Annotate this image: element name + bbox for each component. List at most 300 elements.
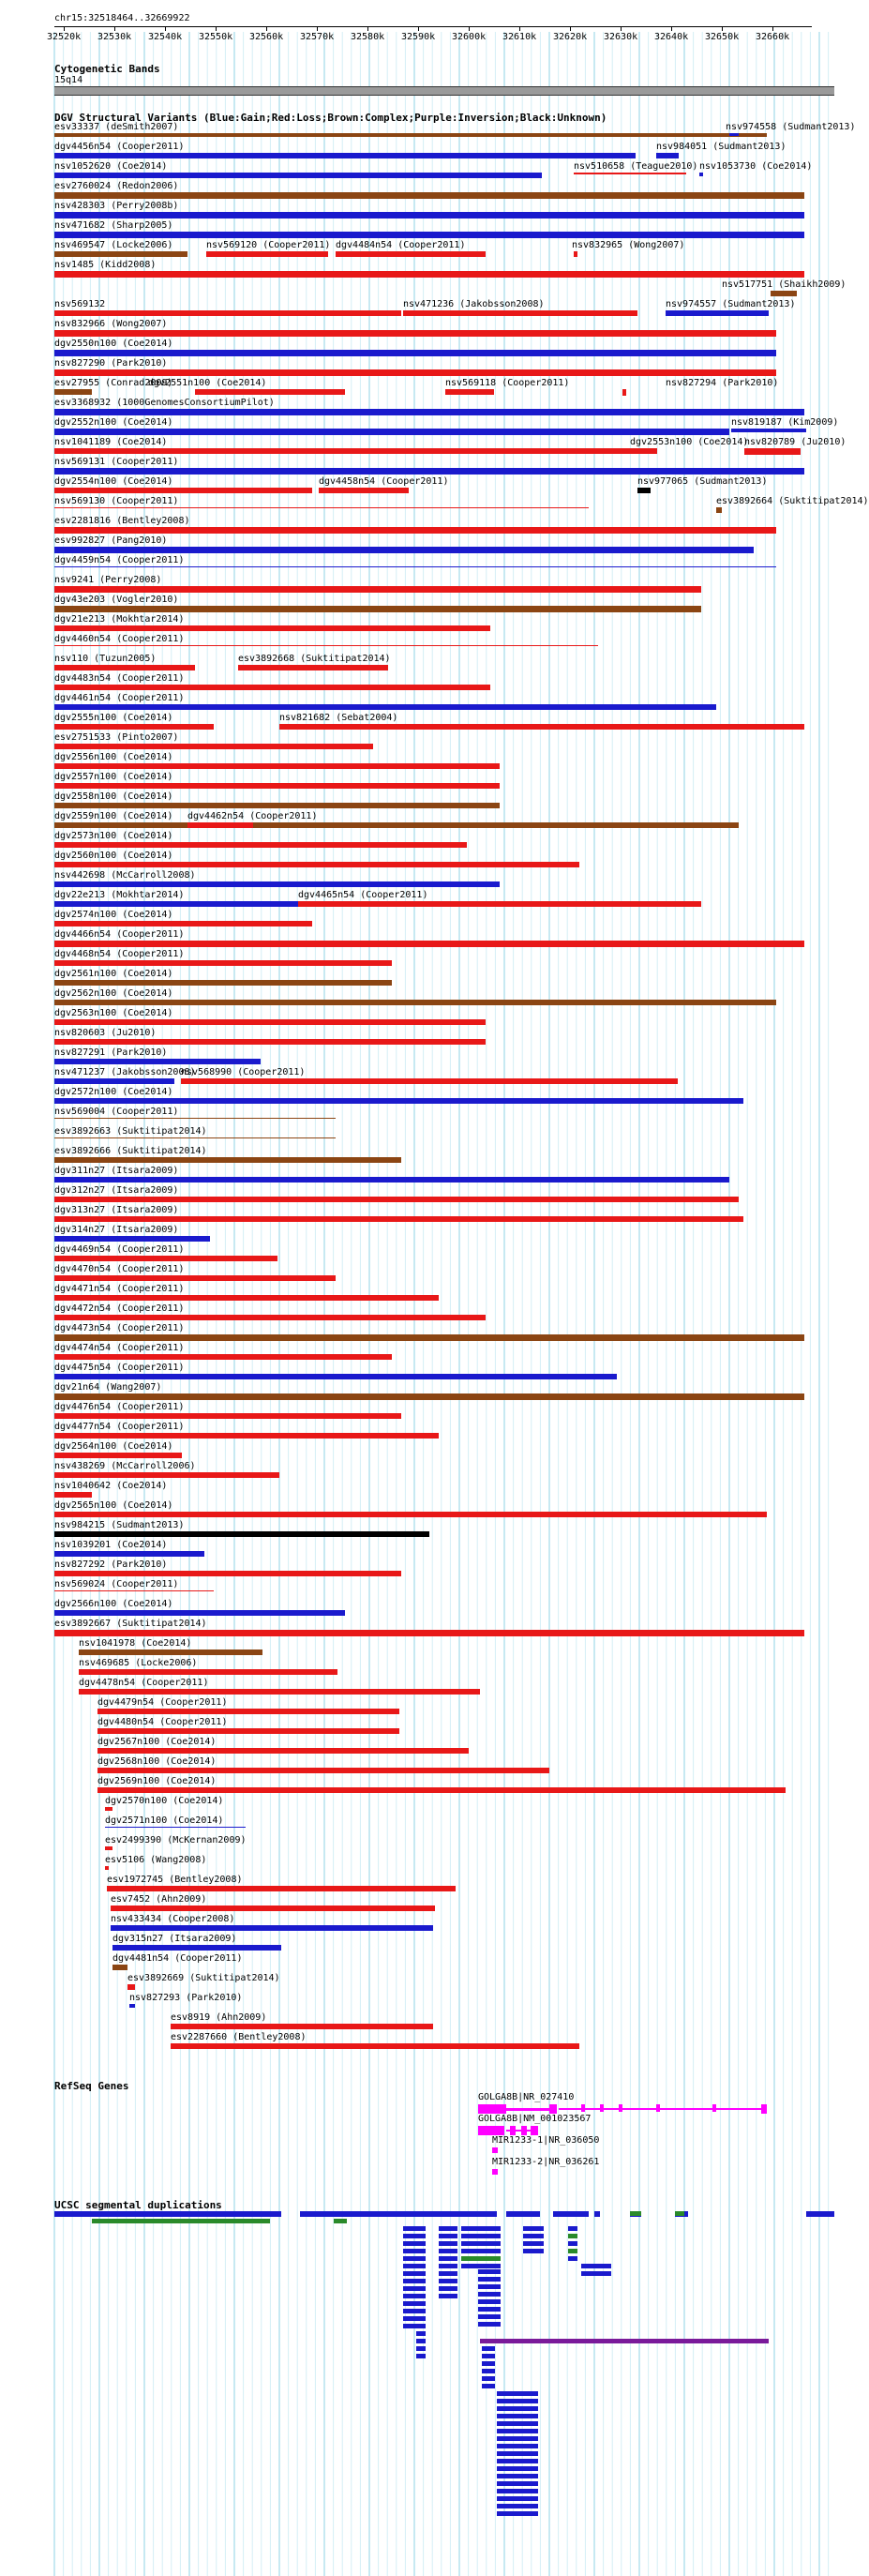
variant-label-dgv21n64[interactable]: dgv21n64 (Wang2007) [54, 1382, 162, 1393]
variant-bar-nsv827293[interactable] [129, 2004, 135, 2008]
variant-bar-dgv21e213[interactable] [54, 625, 490, 631]
variant-bar-nsv510658[interactable] [574, 173, 686, 174]
variant-bar-dgv4458n54[interactable] [319, 488, 409, 493]
segdup-block[interactable] [497, 2466, 538, 2471]
variant-label-dgv4478n54[interactable]: dgv4478n54 (Cooper2011) [79, 1678, 209, 1688]
variant-bar-nsv9241[interactable] [54, 586, 701, 593]
variant-label-nsv1040642[interactable]: nsv1040642 (Coe2014) [54, 1481, 168, 1491]
variant-label-nsv438269[interactable]: nsv438269 (McCarroll2006) [54, 1461, 196, 1471]
variant-label-dgv313n27[interactable]: dgv313n27 (Itsara2009) [54, 1205, 179, 1215]
variant-bar-nsv569004[interactable] [54, 1118, 336, 1119]
segdup-block[interactable] [300, 2211, 497, 2217]
variant-bar-dgv4459n54[interactable] [54, 566, 776, 567]
variant-label-dgv22e213[interactable]: dgv22e213 (Mokhtar2014) [54, 890, 185, 900]
variant-label-dgv2554n100[interactable]: dgv2554n100 (Coe2014) [54, 476, 173, 487]
variant-label-dgv4466n54[interactable]: dgv4466n54 (Cooper2011) [54, 929, 185, 940]
variant-bar-nsv974557[interactable] [666, 310, 769, 316]
variant-label-dgv2573n100[interactable]: dgv2573n100 (Coe2014) [54, 831, 173, 841]
gene-exon[interactable] [581, 2104, 585, 2112]
segdup-block[interactable] [478, 2299, 501, 2304]
variant-bar-esv2281816[interactable] [54, 527, 776, 534]
variant-label-dgv43e203[interactable]: dgv43e203 (Vogler2010) [54, 595, 179, 605]
variant-bar-nsv1485[interactable] [54, 271, 804, 278]
variant-label-dgv2557n100[interactable]: dgv2557n100 (Coe2014) [54, 772, 173, 782]
variant-bar-dgv2572n100[interactable] [54, 1098, 743, 1104]
variant-label-dgv4460n54[interactable]: dgv4460n54 (Cooper2011) [54, 634, 185, 644]
segdup-block[interactable] [439, 2271, 457, 2276]
mir-exon[interactable] [492, 2147, 498, 2153]
variant-label-nsv1053730[interactable]: nsv1053730 (Coe2014) [699, 161, 813, 172]
variant-bar-dgv4456n54[interactable] [54, 153, 636, 158]
variant-label-dgv2550n100[interactable]: dgv2550n100 (Coe2014) [54, 339, 173, 349]
variant-label-nsv984215[interactable]: nsv984215 (Sudmant2013) [54, 1520, 185, 1530]
variant-label-nsv569120[interactable]: nsv569120 (Cooper2011) [206, 240, 331, 250]
variant-bar-dgv2567n100[interactable] [97, 1748, 469, 1754]
variant-bar-nsv569024[interactable] [54, 1590, 214, 1591]
segdup-block[interactable] [416, 2339, 426, 2343]
variant-label-esv3368932[interactable]: esv3368932 (1000GenomesConsortiumPilot) [54, 398, 275, 408]
segdup-block[interactable] [497, 2421, 538, 2426]
variant-bar-nsv832966[interactable] [54, 330, 776, 337]
variant-bar-dgv2559n100[interactable] [54, 822, 739, 828]
segdup-block[interactable] [482, 2369, 495, 2373]
variant-bar-dgv2565n100[interactable] [54, 1512, 767, 1517]
variant-bar-dgv312n27[interactable] [54, 1197, 739, 1202]
segdup-block[interactable] [439, 2294, 457, 2298]
variant-label-dgv21e213[interactable]: dgv21e213 (Mokhtar2014) [54, 614, 185, 625]
variant-bar-nsv569118[interactable] [445, 389, 494, 395]
variant-bar-dgv4468n54[interactable] [54, 960, 392, 966]
variant-label-dgv2561n100[interactable]: dgv2561n100 (Coe2014) [54, 969, 173, 979]
refseq-track-title[interactable]: RefSeq Genes [54, 2080, 129, 2092]
variant-bar-nsv977065[interactable] [637, 488, 651, 493]
variant-bar-dgv314n27[interactable] [54, 1236, 210, 1242]
variant-label-dgv2566n100[interactable]: dgv2566n100 (Coe2014) [54, 1599, 173, 1609]
variant-bar-nsv471237[interactable] [54, 1078, 174, 1084]
variant-bar-nsv569130[interactable] [54, 507, 589, 508]
variant-bar-dgv2561n100[interactable] [54, 980, 392, 986]
variant-bar-nsv827294[interactable] [622, 389, 626, 396]
mir-exon[interactable] [492, 2169, 498, 2175]
variant-label-nsv1041189[interactable]: nsv1041189 (Coe2014) [54, 437, 168, 447]
variant-label-nsv442698[interactable]: nsv442698 (McCarroll2008) [54, 870, 196, 881]
variant-label-dgv4458n54[interactable]: dgv4458n54 (Cooper2011) [319, 476, 449, 487]
segdup-block[interactable] [461, 2241, 501, 2246]
variant-label-dgv4483n54[interactable]: dgv4483n54 (Cooper2011) [54, 673, 185, 684]
variant-label-dgv4468n54[interactable]: dgv4468n54 (Cooper2011) [54, 949, 185, 959]
segdup-block-green[interactable] [461, 2256, 501, 2261]
segdup-block[interactable] [568, 2241, 577, 2246]
dgv-track-title[interactable]: DGV Structural Variants (Blue:Gain;Red:Loss;Brown:Complex;Purple:Inversion;Black:Unknown) [54, 112, 607, 124]
gene-exon[interactable] [478, 2104, 506, 2114]
variant-bar-nsv827291[interactable] [54, 1059, 261, 1064]
cytoband-track-title[interactable]: Cytogenetic Bands [54, 63, 160, 75]
variant-label-nsv469685[interactable]: nsv469685 (Locke2006) [79, 1658, 198, 1668]
variant-label-nsv471237[interactable]: nsv471237 (Jakobsson2008) [54, 1067, 196, 1077]
variant-bar-dgv21n64[interactable] [54, 1393, 804, 1400]
variant-bar-dgv4478n54[interactable] [79, 1689, 480, 1695]
variant-bar-dgv4474n54[interactable] [54, 1354, 392, 1360]
variant-label-dgv311n27[interactable]: dgv311n27 (Itsara2009) [54, 1166, 179, 1176]
variant-bar-esv3892663[interactable] [54, 1137, 336, 1138]
variant-label-nsv517751[interactable]: nsv517751 (Shaikh2009) [722, 279, 847, 290]
segdup-block[interactable] [461, 2226, 501, 2231]
segdup-block[interactable] [581, 2264, 611, 2268]
gene-intron[interactable] [506, 2108, 549, 2111]
variant-bar-nsv820603[interactable] [54, 1039, 486, 1045]
variant-bar-dgv311n27[interactable] [54, 1177, 729, 1183]
variant-label-dgv4462n54[interactable]: dgv4462n54 (Cooper2011) [187, 811, 318, 821]
segdup-block[interactable] [478, 2277, 501, 2282]
variant-bar-dgv2555n100[interactable] [54, 724, 214, 730]
gene-label-mir1233-1[interactable]: MIR1233-1|NR_036050 [492, 2135, 600, 2146]
variant-label-dgv4476n54[interactable]: dgv4476n54 (Cooper2011) [54, 1402, 185, 1412]
variant-label-esv2760024[interactable]: esv2760024 (Redon2006) [54, 181, 179, 191]
gene-exon[interactable] [600, 2104, 604, 2112]
variant-label-nsv832966[interactable]: nsv832966 (Wong2007) [54, 319, 168, 329]
variant-label-dgv2552n100[interactable]: dgv2552n100 (Coe2014) [54, 417, 173, 428]
variant-label-dgv4477n54[interactable]: dgv4477n54 (Cooper2011) [54, 1422, 185, 1432]
variant-bar-esv2499390[interactable] [105, 1846, 112, 1850]
variant-bar-nsv819187[interactable] [731, 429, 806, 432]
gene-exon[interactable] [761, 2104, 767, 2114]
variant-label-dgv4479n54[interactable]: dgv4479n54 (Cooper2011) [97, 1697, 228, 1708]
variant-bar-nsv974558[interactable] [729, 133, 739, 136]
variant-label-dgv2574n100[interactable]: dgv2574n100 (Coe2014) [54, 910, 173, 920]
variant-bar-dgv2568n100[interactable] [97, 1768, 549, 1773]
variant-bar-dgv2569n100[interactable] [97, 1787, 786, 1793]
variant-bar-dgv4465n54[interactable] [298, 901, 701, 907]
variant-label-esv3892669[interactable]: esv3892669 (Suktitipat2014) [127, 1973, 280, 1983]
variant-label-dgv4475n54[interactable]: dgv4475n54 (Cooper2011) [54, 1363, 185, 1373]
segdup-block[interactable] [403, 2249, 426, 2253]
segdup-block[interactable] [568, 2226, 577, 2231]
variant-label-dgv4474n54[interactable]: dgv4474n54 (Cooper2011) [54, 1343, 185, 1353]
variant-bar-nsv832965[interactable] [574, 251, 577, 257]
variant-bar-esv3892664[interactable] [716, 507, 722, 513]
variant-label-nsv1039201[interactable]: nsv1039201 (Coe2014) [54, 1540, 168, 1550]
segdup-block[interactable] [403, 2279, 426, 2283]
variant-label-esv1972745[interactable]: esv1972745 (Bentley2008) [107, 1875, 243, 1885]
variant-label-dgv2572n100[interactable]: dgv2572n100 (Coe2014) [54, 1087, 173, 1097]
gene-exon[interactable] [521, 2126, 527, 2135]
variant-label-nsv569118[interactable]: nsv569118 (Cooper2011) [445, 378, 570, 388]
gene-label-golga8b[interactable]: GOLGA8B|NR_027410 [478, 2092, 575, 2102]
variant-bar-esv8919[interactable] [171, 2024, 433, 2029]
variant-bar-esv33337[interactable] [54, 133, 767, 137]
segdup-block[interactable] [523, 2234, 544, 2238]
variant-bar-dgv2554n100[interactable] [54, 488, 312, 493]
segdup-block[interactable] [439, 2234, 457, 2238]
segdup-block[interactable] [403, 2271, 426, 2276]
variant-bar-dgv4462n54[interactable] [187, 822, 253, 828]
variant-bar-dgv2556n100[interactable] [54, 763, 500, 769]
segdup-block[interactable] [403, 2256, 426, 2261]
variant-label-esv2499390[interactable]: esv2499390 (McKernan2009) [105, 1835, 247, 1845]
segdup-track-title[interactable]: UCSC segmental duplications [54, 2199, 222, 2211]
variant-label-dgv4480n54[interactable]: dgv4480n54 (Cooper2011) [97, 1717, 228, 1727]
variant-label-nsv1041978[interactable]: nsv1041978 (Coe2014) [79, 1638, 192, 1649]
variant-label-dgv4473n54[interactable]: dgv4473n54 (Cooper2011) [54, 1323, 185, 1333]
variant-bar-dgv4480n54[interactable] [97, 1728, 399, 1734]
gene-exon[interactable] [478, 2126, 504, 2135]
variant-label-dgv4465n54[interactable]: dgv4465n54 (Cooper2011) [298, 890, 428, 900]
variant-label-esv3892663[interactable]: esv3892663 (Suktitipat2014) [54, 1126, 207, 1137]
segdup-block[interactable] [523, 2226, 544, 2231]
variant-bar-dgv313n27[interactable] [54, 1216, 743, 1222]
variant-bar-dgv4470n54[interactable] [54, 1275, 336, 1281]
segdup-block[interactable] [416, 2354, 426, 2358]
variant-label-nsv569130[interactable]: nsv569130 (Cooper2011) [54, 496, 179, 506]
variant-label-nsv832965[interactable]: nsv832965 (Wong2007) [572, 240, 685, 250]
variant-bar-nsv1052620[interactable] [54, 173, 542, 178]
segdup-block[interactable] [497, 2399, 538, 2403]
variant-label-dgv2553n100[interactable]: dgv2553n100 (Coe2014) [630, 437, 749, 447]
variant-bar-esv3892668[interactable] [238, 665, 388, 670]
variant-bar-esv7452[interactable] [111, 1906, 435, 1911]
variant-bar-esv3892669[interactable] [127, 1984, 135, 1990]
variant-label-dgv2571n100[interactable]: dgv2571n100 (Coe2014) [105, 1815, 224, 1826]
segdup-block[interactable] [497, 2511, 538, 2516]
variant-bar-esv2760024[interactable] [54, 192, 804, 199]
variant-bar-esv5106[interactable] [105, 1866, 109, 1870]
segdup-block[interactable] [506, 2211, 540, 2217]
variant-label-dgv2556n100[interactable]: dgv2556n100 (Coe2014) [54, 752, 173, 762]
variant-bar-nsv1039201[interactable] [54, 1551, 204, 1557]
variant-label-dgv315n27[interactable]: dgv315n27 (Itsara2009) [112, 1934, 237, 1944]
variant-bar-nsv984215[interactable] [54, 1531, 429, 1537]
variant-label-dgv2563n100[interactable]: dgv2563n100 (Coe2014) [54, 1008, 173, 1018]
variant-label-nsv1485[interactable]: nsv1485 (Kidd2008) [54, 260, 157, 270]
segdup-block[interactable] [478, 2307, 501, 2312]
variant-bar-dgv2563n100[interactable] [54, 1019, 486, 1025]
variant-bar-nsv471682[interactable] [54, 232, 804, 238]
variant-label-esv5106[interactable]: esv5106 (Wang2008) [105, 1855, 207, 1865]
variant-label-esv33337[interactable]: esv33337 (deSmith2007) [54, 122, 179, 132]
variant-bar-dgv2551n100[interactable] [195, 389, 345, 395]
variant-bar-nsv438269[interactable] [54, 1472, 279, 1478]
variant-bar-nsv569132[interactable] [54, 310, 401, 316]
variant-label-nsv469547[interactable]: nsv469547 (Locke2006) [54, 240, 173, 250]
segdup-block[interactable] [497, 2436, 538, 2441]
segdup-block[interactable] [523, 2241, 544, 2246]
variant-bar-dgv2564n100[interactable] [54, 1453, 182, 1458]
variant-label-nsv827294[interactable]: nsv827294 (Park2010) [666, 378, 779, 388]
segdup-block[interactable] [497, 2414, 538, 2418]
variant-label-nsv827290[interactable]: nsv827290 (Park2010) [54, 358, 168, 369]
variant-bar-nsv469547[interactable] [54, 251, 187, 257]
variant-bar-dgv2571n100[interactable] [105, 1827, 246, 1828]
gene-label-golga8b[interactable]: GOLGA8B|NM_001023567 [478, 2114, 592, 2124]
variant-label-esv3892666[interactable]: esv3892666 (Suktitipat2014) [54, 1146, 207, 1156]
segdup-block[interactable] [461, 2249, 501, 2253]
variant-label-dgv4456n54[interactable]: dgv4456n54 (Cooper2011) [54, 142, 185, 152]
variant-label-nsv820603[interactable]: nsv820603 (Ju2010) [54, 1028, 157, 1038]
variant-bar-nsv821682[interactable] [279, 724, 804, 730]
segdup-block[interactable] [482, 2376, 495, 2381]
segdup-block[interactable] [581, 2211, 589, 2217]
variant-label-nsv819187[interactable]: nsv819187 (Kim2009) [731, 417, 839, 428]
segdup-block[interactable] [482, 2361, 495, 2366]
gene-intron[interactable] [559, 2108, 765, 2110]
variant-label-nsv433434[interactable]: nsv433434 (Cooper2008) [111, 1914, 235, 1924]
variant-label-esv8919[interactable]: esv8919 (Ahn2009) [171, 2012, 267, 2023]
variant-bar-esv3892666[interactable] [54, 1157, 401, 1163]
variant-bar-dgv4461n54[interactable] [54, 704, 716, 710]
variant-label-esv3892667[interactable]: esv3892667 (Suktitipat2014) [54, 1619, 207, 1629]
variant-label-dgv2564n100[interactable]: dgv2564n100 (Coe2014) [54, 1441, 173, 1452]
variant-label-dgv2559n100[interactable]: dgv2559n100 (Coe2014) [54, 811, 173, 821]
variant-bar-nsv433434[interactable] [111, 1925, 433, 1931]
variant-bar-dgv4483n54[interactable] [54, 685, 490, 690]
variant-bar-nsv442698[interactable] [54, 881, 500, 887]
segdup-block[interactable] [54, 2211, 281, 2217]
segdup-block[interactable] [439, 2241, 457, 2246]
variant-bar-dgv4460n54[interactable] [54, 645, 598, 646]
variant-label-nsv471682[interactable]: nsv471682 (Sharp2005) [54, 220, 173, 231]
segdup-block[interactable] [478, 2322, 501, 2327]
segdup-block[interactable] [439, 2226, 457, 2231]
segdup-block[interactable] [497, 2481, 538, 2486]
segdup-block[interactable] [403, 2301, 426, 2306]
segdup-block[interactable] [497, 2489, 538, 2493]
segdup-block[interactable] [806, 2211, 834, 2217]
segdup-block[interactable] [482, 2354, 495, 2358]
variant-label-dgv2558n100[interactable]: dgv2558n100 (Coe2014) [54, 791, 173, 802]
variant-bar-dgv2566n100[interactable] [54, 1610, 345, 1616]
variant-bar-nsv820789[interactable] [744, 448, 801, 455]
segdup-block[interactable] [416, 2346, 426, 2351]
variant-bar-nsv568990[interactable] [181, 1078, 678, 1084]
segdup-block[interactable] [403, 2316, 426, 2321]
variant-bar-dgv4479n54[interactable] [97, 1709, 399, 1714]
variant-label-dgv4461n54[interactable]: dgv4461n54 (Cooper2011) [54, 693, 185, 703]
variant-label-dgv4481n54[interactable]: dgv4481n54 (Cooper2011) [112, 1953, 243, 1964]
variant-label-dgv314n27[interactable]: dgv314n27 (Itsara2009) [54, 1225, 179, 1235]
variant-bar-dgv2570n100[interactable] [105, 1807, 112, 1811]
variant-bar-dgv2573n100[interactable] [54, 842, 467, 848]
variant-bar-dgv2560n100[interactable] [54, 862, 579, 867]
segdup-block[interactable] [497, 2451, 538, 2456]
gene-exon[interactable] [712, 2104, 716, 2112]
variant-label-dgv2569n100[interactable]: dgv2569n100 (Coe2014) [97, 1776, 217, 1786]
segdup-block[interactable] [403, 2294, 426, 2298]
segdup-block[interactable] [497, 2496, 538, 2501]
segdup-block[interactable] [478, 2269, 501, 2274]
segdup-block[interactable] [461, 2264, 501, 2268]
variant-bar-dgv2557n100[interactable] [54, 783, 500, 789]
variant-label-esv992827[interactable]: esv992827 (Pang2010) [54, 535, 168, 546]
variant-label-dgv2555n100[interactable]: dgv2555n100 (Coe2014) [54, 713, 173, 723]
variant-label-nsv569131[interactable]: nsv569131 (Cooper2011) [54, 457, 179, 467]
segdup-block[interactable] [478, 2284, 501, 2289]
variant-label-nsv827293[interactable]: nsv827293 (Park2010) [129, 1993, 243, 2003]
segdup-block[interactable] [478, 2292, 501, 2297]
variant-bar-nsv827292[interactable] [54, 1571, 401, 1576]
segdup-block[interactable] [403, 2264, 426, 2268]
variant-bar-dgv4484n54[interactable] [336, 251, 486, 257]
variant-label-dgv4484n54[interactable]: dgv4484n54 (Cooper2011) [336, 240, 466, 250]
gene-exon[interactable] [619, 2104, 622, 2112]
variant-label-nsv110[interactable]: nsv110 (Tuzun2005) [54, 654, 157, 664]
variant-bar-dgv4477n54[interactable] [54, 1433, 439, 1439]
variant-bar-esv992827[interactable] [54, 547, 754, 553]
segdup-block-green[interactable] [568, 2234, 577, 2238]
variant-bar-nsv1040642[interactable] [54, 1492, 92, 1498]
variant-label-nsv1052620[interactable]: nsv1052620 (Coe2014) [54, 161, 168, 172]
variant-bar-dgv43e203[interactable] [54, 606, 701, 612]
variant-label-dgv2565n100[interactable]: dgv2565n100 (Coe2014) [54, 1500, 173, 1511]
variant-label-dgv4471n54[interactable]: dgv4471n54 (Cooper2011) [54, 1284, 185, 1294]
variant-bar-dgv4475n54[interactable] [54, 1374, 617, 1379]
gene-exon[interactable] [656, 2104, 660, 2112]
segdup-block[interactable] [403, 2234, 426, 2238]
segdup-block[interactable] [497, 2429, 538, 2433]
variant-bar-dgv4476n54[interactable] [54, 1413, 401, 1419]
segdup-block[interactable] [482, 2384, 495, 2388]
variant-label-dgv4472n54[interactable]: dgv4472n54 (Cooper2011) [54, 1303, 185, 1314]
segdup-block[interactable] [497, 2504, 538, 2508]
variant-label-esv3892668[interactable]: esv3892668 (Suktitipat2014) [238, 654, 391, 664]
variant-label-nsv820789[interactable]: nsv820789 (Ju2010) [744, 437, 847, 447]
variant-bar-nsv827290[interactable] [54, 369, 776, 376]
variant-label-dgv2551n100[interactable]: dgv2551n100 (Coe2014) [148, 378, 267, 388]
variant-bar-dgv4473n54[interactable] [54, 1334, 804, 1341]
variant-label-dgv2562n100[interactable]: dgv2562n100 (Coe2014) [54, 988, 173, 999]
variant-label-dgv2567n100[interactable]: dgv2567n100 (Coe2014) [97, 1737, 217, 1747]
segdup-block[interactable] [568, 2256, 577, 2261]
variant-bar-dgv2558n100[interactable] [54, 803, 500, 808]
segdup-block[interactable] [482, 2346, 495, 2351]
segdup-block[interactable] [439, 2264, 457, 2268]
gene-exon[interactable] [510, 2126, 516, 2135]
variant-bar-nsv984051[interactable] [656, 153, 679, 158]
variant-label-esv2751533[interactable]: esv2751533 (Pinto2007) [54, 732, 179, 743]
gene-exon[interactable] [549, 2104, 557, 2114]
gene-exon[interactable] [531, 2126, 538, 2135]
segdup-block[interactable] [497, 2391, 538, 2396]
variant-bar-nsv471236[interactable] [403, 310, 637, 316]
variant-label-dgv4469n54[interactable]: dgv4469n54 (Cooper2011) [54, 1244, 185, 1255]
segdup-block[interactable] [439, 2279, 457, 2283]
segdup-block[interactable] [403, 2241, 426, 2246]
segdup-block[interactable] [461, 2234, 501, 2238]
variant-label-dgv312n27[interactable]: dgv312n27 (Itsara2009) [54, 1185, 179, 1196]
segdup-block[interactable] [403, 2324, 426, 2328]
segdup-block-green[interactable] [675, 2211, 684, 2216]
variant-label-nsv569024[interactable]: nsv569024 (Cooper2011) [54, 1579, 179, 1589]
segdup-block[interactable] [439, 2286, 457, 2291]
variant-label-esv2281816[interactable]: esv2281816 (Bentley2008) [54, 516, 190, 526]
variant-label-esv3892664[interactable]: esv3892664 (Suktitipat2014) [716, 496, 869, 506]
variant-bar-dgv2550n100[interactable] [54, 350, 776, 356]
segdup-block[interactable] [497, 2406, 538, 2411]
variant-label-nsv827291[interactable]: nsv827291 (Park2010) [54, 1047, 168, 1058]
variant-bar-nsv517751[interactable] [771, 291, 797, 296]
segdup-block[interactable] [403, 2309, 426, 2313]
variant-label-dgv4470n54[interactable]: dgv4470n54 (Cooper2011) [54, 1264, 185, 1274]
variant-label-esv2287660[interactable]: esv2287660 (Bentley2008) [171, 2032, 307, 2042]
variant-bar-dgv315n27[interactable] [112, 1945, 281, 1951]
variant-label-nsv974558[interactable]: nsv974558 (Sudmant2013) [726, 122, 856, 132]
variant-bar-esv3892667[interactable] [54, 1630, 804, 1636]
variant-label-nsv977065[interactable]: nsv977065 (Sudmant2013) [637, 476, 768, 487]
variant-bar-dgv4469n54[interactable] [54, 1256, 277, 1261]
segdup-block[interactable] [497, 2444, 538, 2448]
segdup-block[interactable] [403, 2286, 426, 2291]
segdup-block[interactable] [439, 2249, 457, 2253]
variant-bar-nsv469685[interactable] [79, 1669, 337, 1675]
